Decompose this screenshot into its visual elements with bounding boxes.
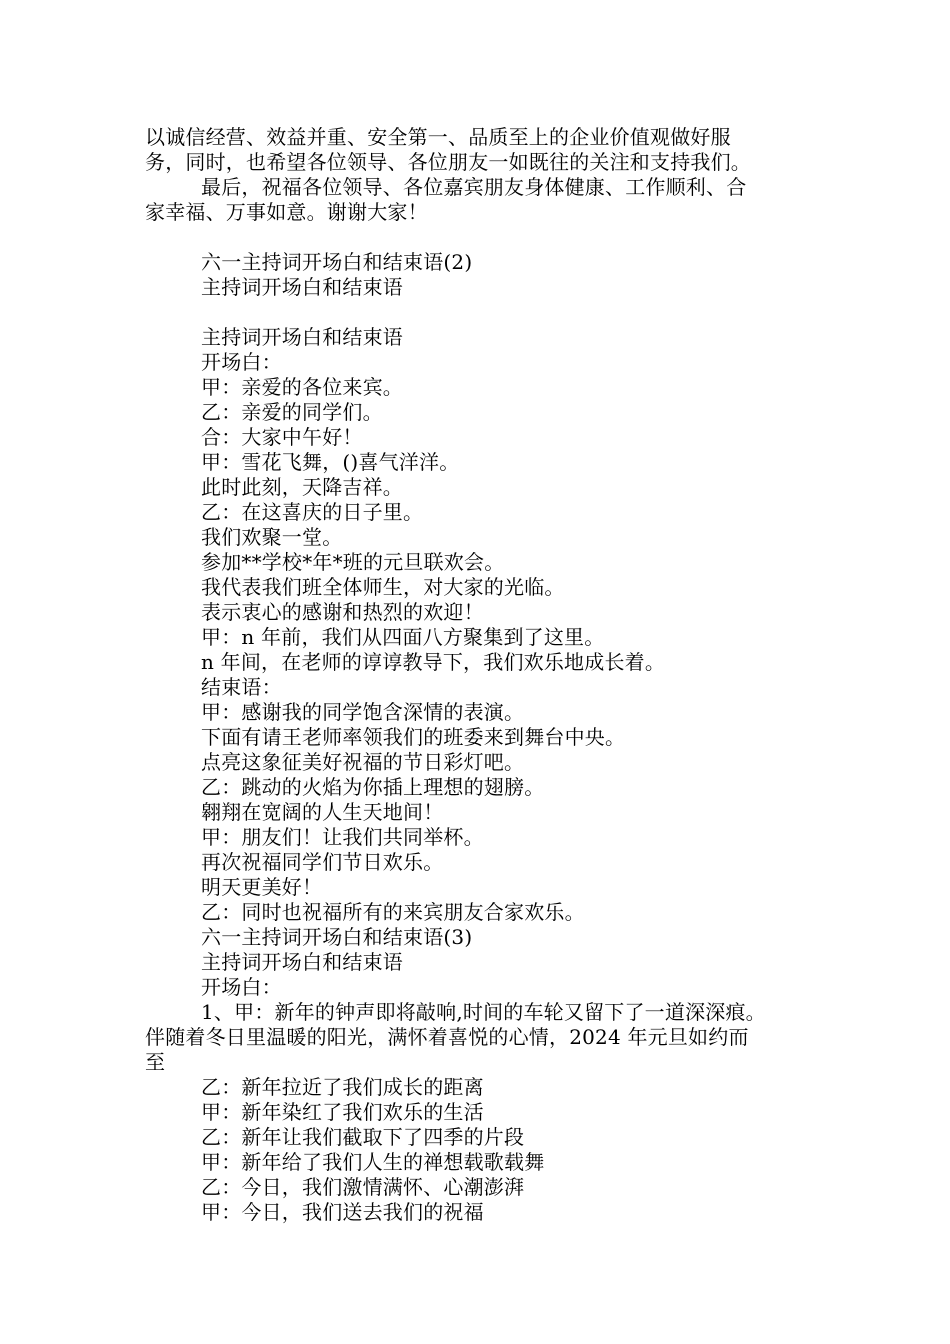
text-line: 下面有请王老师率领我们的班委来到舞台中央。 (201, 725, 626, 749)
section-heading: 六一主持词开场白和结束语(2) (201, 250, 473, 274)
text-line: 甲：亲爱的各位来宾。 (201, 375, 403, 399)
text-line: 甲：今日，我们送去我们的祝福 (201, 1200, 484, 1224)
text-line: 乙：同时也祝福所有的来宾朋友合家欢乐。 (201, 900, 585, 924)
text-line: 开场白： (201, 975, 282, 999)
text-line: 伴随着冬日里温暖的阳光，满怀着喜悦的心情，2024 年元旦如约而 (145, 1025, 749, 1049)
text-line: 甲：雪花飞舞，()喜气洋洋。 (201, 450, 460, 474)
text-line: 明天更美好！ (201, 875, 323, 899)
text-line: 乙：新年让我们截取下了四季的片段 (201, 1125, 525, 1149)
document-body (145, 125, 815, 1225)
section-subheading: 主持词开场白和结束语 (201, 950, 403, 974)
text-line: 家幸福、万事如意。谢谢大家！ (145, 200, 428, 224)
text-line: 甲：n 年前，我们从四面八方聚集到了这里。 (201, 625, 605, 649)
text-line: 参加**学校*年*班的元旦联欢会。 (201, 550, 505, 574)
text-line: 翱翔在宽阔的人生天地间！ (201, 800, 444, 824)
text-line: 合：大家中午好！ (201, 425, 363, 449)
text-line: 乙：新年拉近了我们成长的距离 (201, 1075, 484, 1099)
text-line: 甲：朋友们！让我们共同举杯。 (201, 825, 484, 849)
text-line: 甲：新年给了我们人生的禅想载歌载舞 (201, 1150, 545, 1174)
text-line: 1、甲：新年的钟声即将敲响,时间的车轮又留下了一道深深痕。 (201, 1000, 766, 1024)
text-line: 乙：在这喜庆的日子里。 (201, 500, 424, 524)
blank-line (145, 225, 815, 250)
text-line: 点亮这象征美好祝福的节日彩灯吧。 (201, 750, 525, 774)
text-line: 乙：亲爱的同学们。 (201, 400, 383, 424)
text-line: 至 (145, 1050, 166, 1074)
text-line: 我们欢聚一堂。 (201, 525, 343, 549)
text-line: 结束语： (201, 675, 282, 699)
text-line: 开场白： (201, 350, 282, 374)
text-line: 最后，祝福各位领导、各位嘉宾朋友身体健康、工作顺利、合 (201, 175, 747, 199)
text-line: 此时此刻，天降吉祥。 (201, 475, 403, 499)
text-line: 务，同时，也希望各位领导、各位朋友一如既往的关注和支持我们。 (145, 150, 751, 174)
text-line: 甲：感谢我的同学饱含深情的表演。 (201, 700, 525, 724)
text-line: 表示衷心的感谢和热烈的欢迎！ (201, 600, 484, 624)
section-subheading: 主持词开场白和结束语 (201, 275, 403, 299)
text-line: 我代表我们班全体师生，对大家的光临。 (201, 575, 565, 599)
section-heading: 六一主持词开场白和结束语(3) (201, 925, 473, 949)
text-line: 以诚信经营、效益并重、安全第一、品质至上的企业价值观做好服 (145, 125, 731, 149)
blank-line (145, 300, 815, 325)
text-line: 再次祝福同学们节日欢乐。 (201, 850, 444, 874)
text-line: 乙：跳动的火焰为你插上理想的翅膀。 (201, 775, 545, 799)
text-line: 主持词开场白和结束语 (201, 325, 403, 349)
text-line: 甲：新年染红了我们欢乐的生活 (201, 1100, 484, 1124)
text-line: 乙：今日，我们激情满怀、心潮澎湃 (201, 1175, 525, 1199)
text-line: n 年间，在老师的谆谆教导下，我们欢乐地成长着。 (201, 650, 666, 674)
